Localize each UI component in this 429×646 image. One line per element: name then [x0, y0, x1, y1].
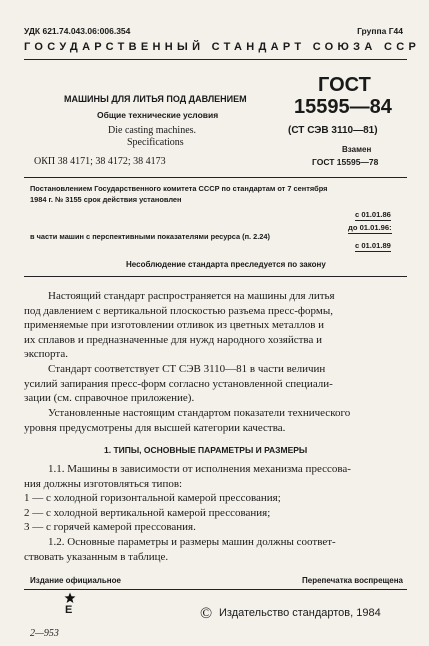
quality-mark-letter: Е [65, 604, 73, 616]
decree-line1: Постановлением Государственного комитета СССР по стандартам от 7 сентября [30, 184, 328, 193]
quality-line: уровня предусмотрены для высшей категории качества. [24, 421, 286, 434]
gost-number: 15595—84 [294, 96, 392, 118]
machine-type-item: 1 — с холодной горизонтальной камерой прессования; [24, 492, 281, 504]
compliance-line: усилий запирания пресс-форм согласно установленной специали- [24, 377, 333, 390]
standard-subtitle-ru: Общие технические условия [97, 110, 219, 120]
clause-line: ния должны изготовляться типов: [24, 477, 183, 490]
group-code: Группа Г44 [357, 26, 403, 36]
compliance-paragraph [24, 362, 406, 406]
effective-date-until: до 01.01.96: [348, 223, 392, 232]
section1-heading: 1. ТИПЫ, ОСНОВНЫЕ ПАРАМЕТРЫ И РАЗМЕРЫ [104, 445, 308, 455]
decree-line3: в части машин с перспективными показателями ресурса (п. 2.24) [30, 232, 270, 241]
clause-line: ствовать указанным в таблице. [24, 550, 169, 563]
machine-type-item: 2 — с холодной вертикальной камерой прессования; [24, 506, 271, 519]
compliance-line: Стандарт соответствует СТ СЭВ 3110—81 в части величин [48, 363, 326, 375]
intro-line: их сплавов и предназначенные для нужд народного хозяйства и [24, 333, 322, 346]
footer-divider [24, 589, 407, 590]
intro-line: применяемые при изготовлении отливок из цветных металлов и [24, 319, 325, 331]
intro-line: под давлением с вертикальной плоскостью разъема пресс-формы, [24, 304, 333, 317]
reprint-prohibited: Перепечатка воспрещена [302, 576, 403, 585]
compliance-line: зации (см. справочное приложение). [24, 392, 195, 404]
standard-title-en-line2: Specifications [127, 137, 184, 148]
replaced-standard: ГОСТ 15595—78 [312, 157, 379, 167]
effective-date-from: с 01.01.86 [355, 210, 391, 219]
okp-codes: ОКП 38 4171; 38 4172; 38 4173 [34, 156, 166, 167]
header-divider [24, 59, 407, 60]
publisher-imprint: Издательство стандартов, 1984 [219, 607, 381, 619]
replaces-label: Взамен [342, 145, 372, 154]
intro-paragraph [24, 289, 406, 362]
intro-line: экспорта. [24, 348, 68, 360]
clause-1-2 [24, 535, 406, 564]
official-edition: Издание официальное [30, 576, 121, 585]
decree-line2: 1984 г. № 3155 срок действия установлен [30, 195, 182, 204]
udk-code: УДК 621.74.043.06:006.354 [24, 26, 131, 36]
decree-divider [24, 276, 407, 277]
copyright-icon: © [200, 605, 213, 622]
state-standard-banner: ГОСУДАРСТВЕННЫЙ СТАНДАРТ СОЮЗА ССР [24, 41, 421, 53]
standard-title-ru: МАШИНЫ ДЛЯ ЛИТЬЯ ПОД ДАВЛЕНИЕМ [64, 94, 247, 104]
quality-line: Установленные настоящим стандартом показатели технического [48, 407, 351, 419]
st-sev-reference: (СТ СЭВ 3110—81) [288, 125, 378, 136]
penalty-notice: Несоблюдение стандарта преследуется по закону [126, 260, 326, 269]
effective-date-prospective: с 01.01.89 [355, 241, 391, 250]
gost-label: ГОСТ [318, 74, 371, 96]
title-divider [24, 177, 407, 178]
quality-paragraph [24, 406, 406, 435]
print-sheet-number: 2—953 [30, 628, 59, 639]
clause-line: 1.1. Машины в зависимости от исполнения механизма прессова- [48, 463, 351, 475]
intro-line: Настоящий стандарт распространяется на машины для литья [48, 290, 335, 302]
clause-line: 1.2. Основные параметры и размеры машин должны соответ- [48, 536, 336, 548]
clause-1-1 [24, 462, 406, 535]
machine-type-item: 3 — с горячей камерой прессования. [24, 521, 196, 533]
star-icon [64, 592, 76, 604]
standard-title-en-line1: Die casting machines. [108, 125, 197, 136]
